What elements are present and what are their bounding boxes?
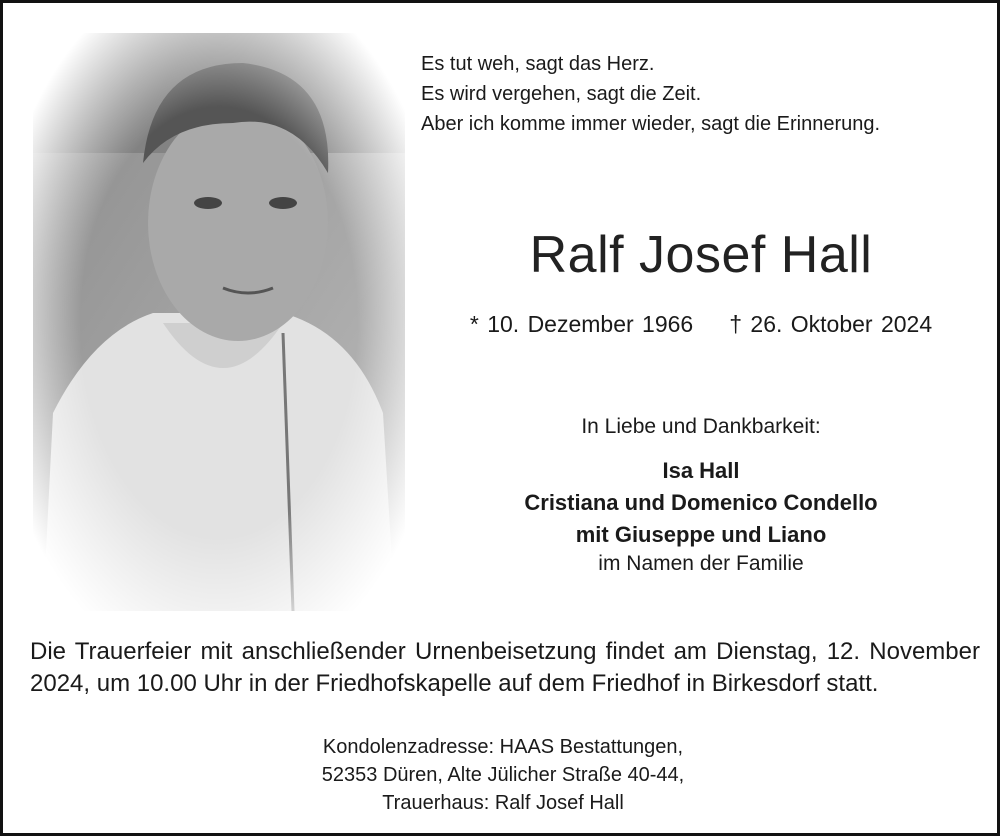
deceased-name: Ralf Josef Hall — [529, 226, 873, 284]
mourner-line: mit Giuseppe und Liano — [575, 522, 827, 547]
thanks-line: In Liebe und Dankbarkeit: — [581, 415, 821, 438]
mourner-line: Cristiana und Domenico Condello — [524, 490, 878, 515]
portrait-photo — [33, 33, 405, 611]
poem-line: Es tut weh, sagt das Herz. — [421, 53, 655, 75]
address-line: Trauerhaus: Ralf Josef Hall — [382, 792, 624, 814]
birth-date: * 10. Dezember 1966 — [469, 311, 694, 337]
poem — [421, 49, 880, 139]
address-line: Kondolenzadresse: HAAS Bestattungen, — [322, 736, 684, 758]
poem-line: Es wird vergehen, sagt die Zeit. — [421, 83, 702, 105]
mourners — [403, 455, 999, 551]
life-dates — [403, 311, 999, 338]
mourner-line: Isa Hall — [662, 458, 740, 483]
poem-line: Aber ich komme immer wieder, sagt die Erinnerung. — [421, 113, 881, 135]
address-line: 52353 Düren, Alte Jülicher Straße 40-44, — [321, 764, 685, 786]
death-date: † 26. Oktober 2024 — [729, 311, 933, 337]
ceremony-text: Die Trauerfeier mit anschließender Urnenbeisetzung findet am Dienstag, 12. November 2024, um 10.00 Uhr in der Friedhofskapelle auf dem Friedhof in Birkesdorf statt. — [30, 638, 980, 697]
condolence-address — [3, 733, 1000, 817]
family-line: im Namen der Familie — [598, 552, 804, 575]
